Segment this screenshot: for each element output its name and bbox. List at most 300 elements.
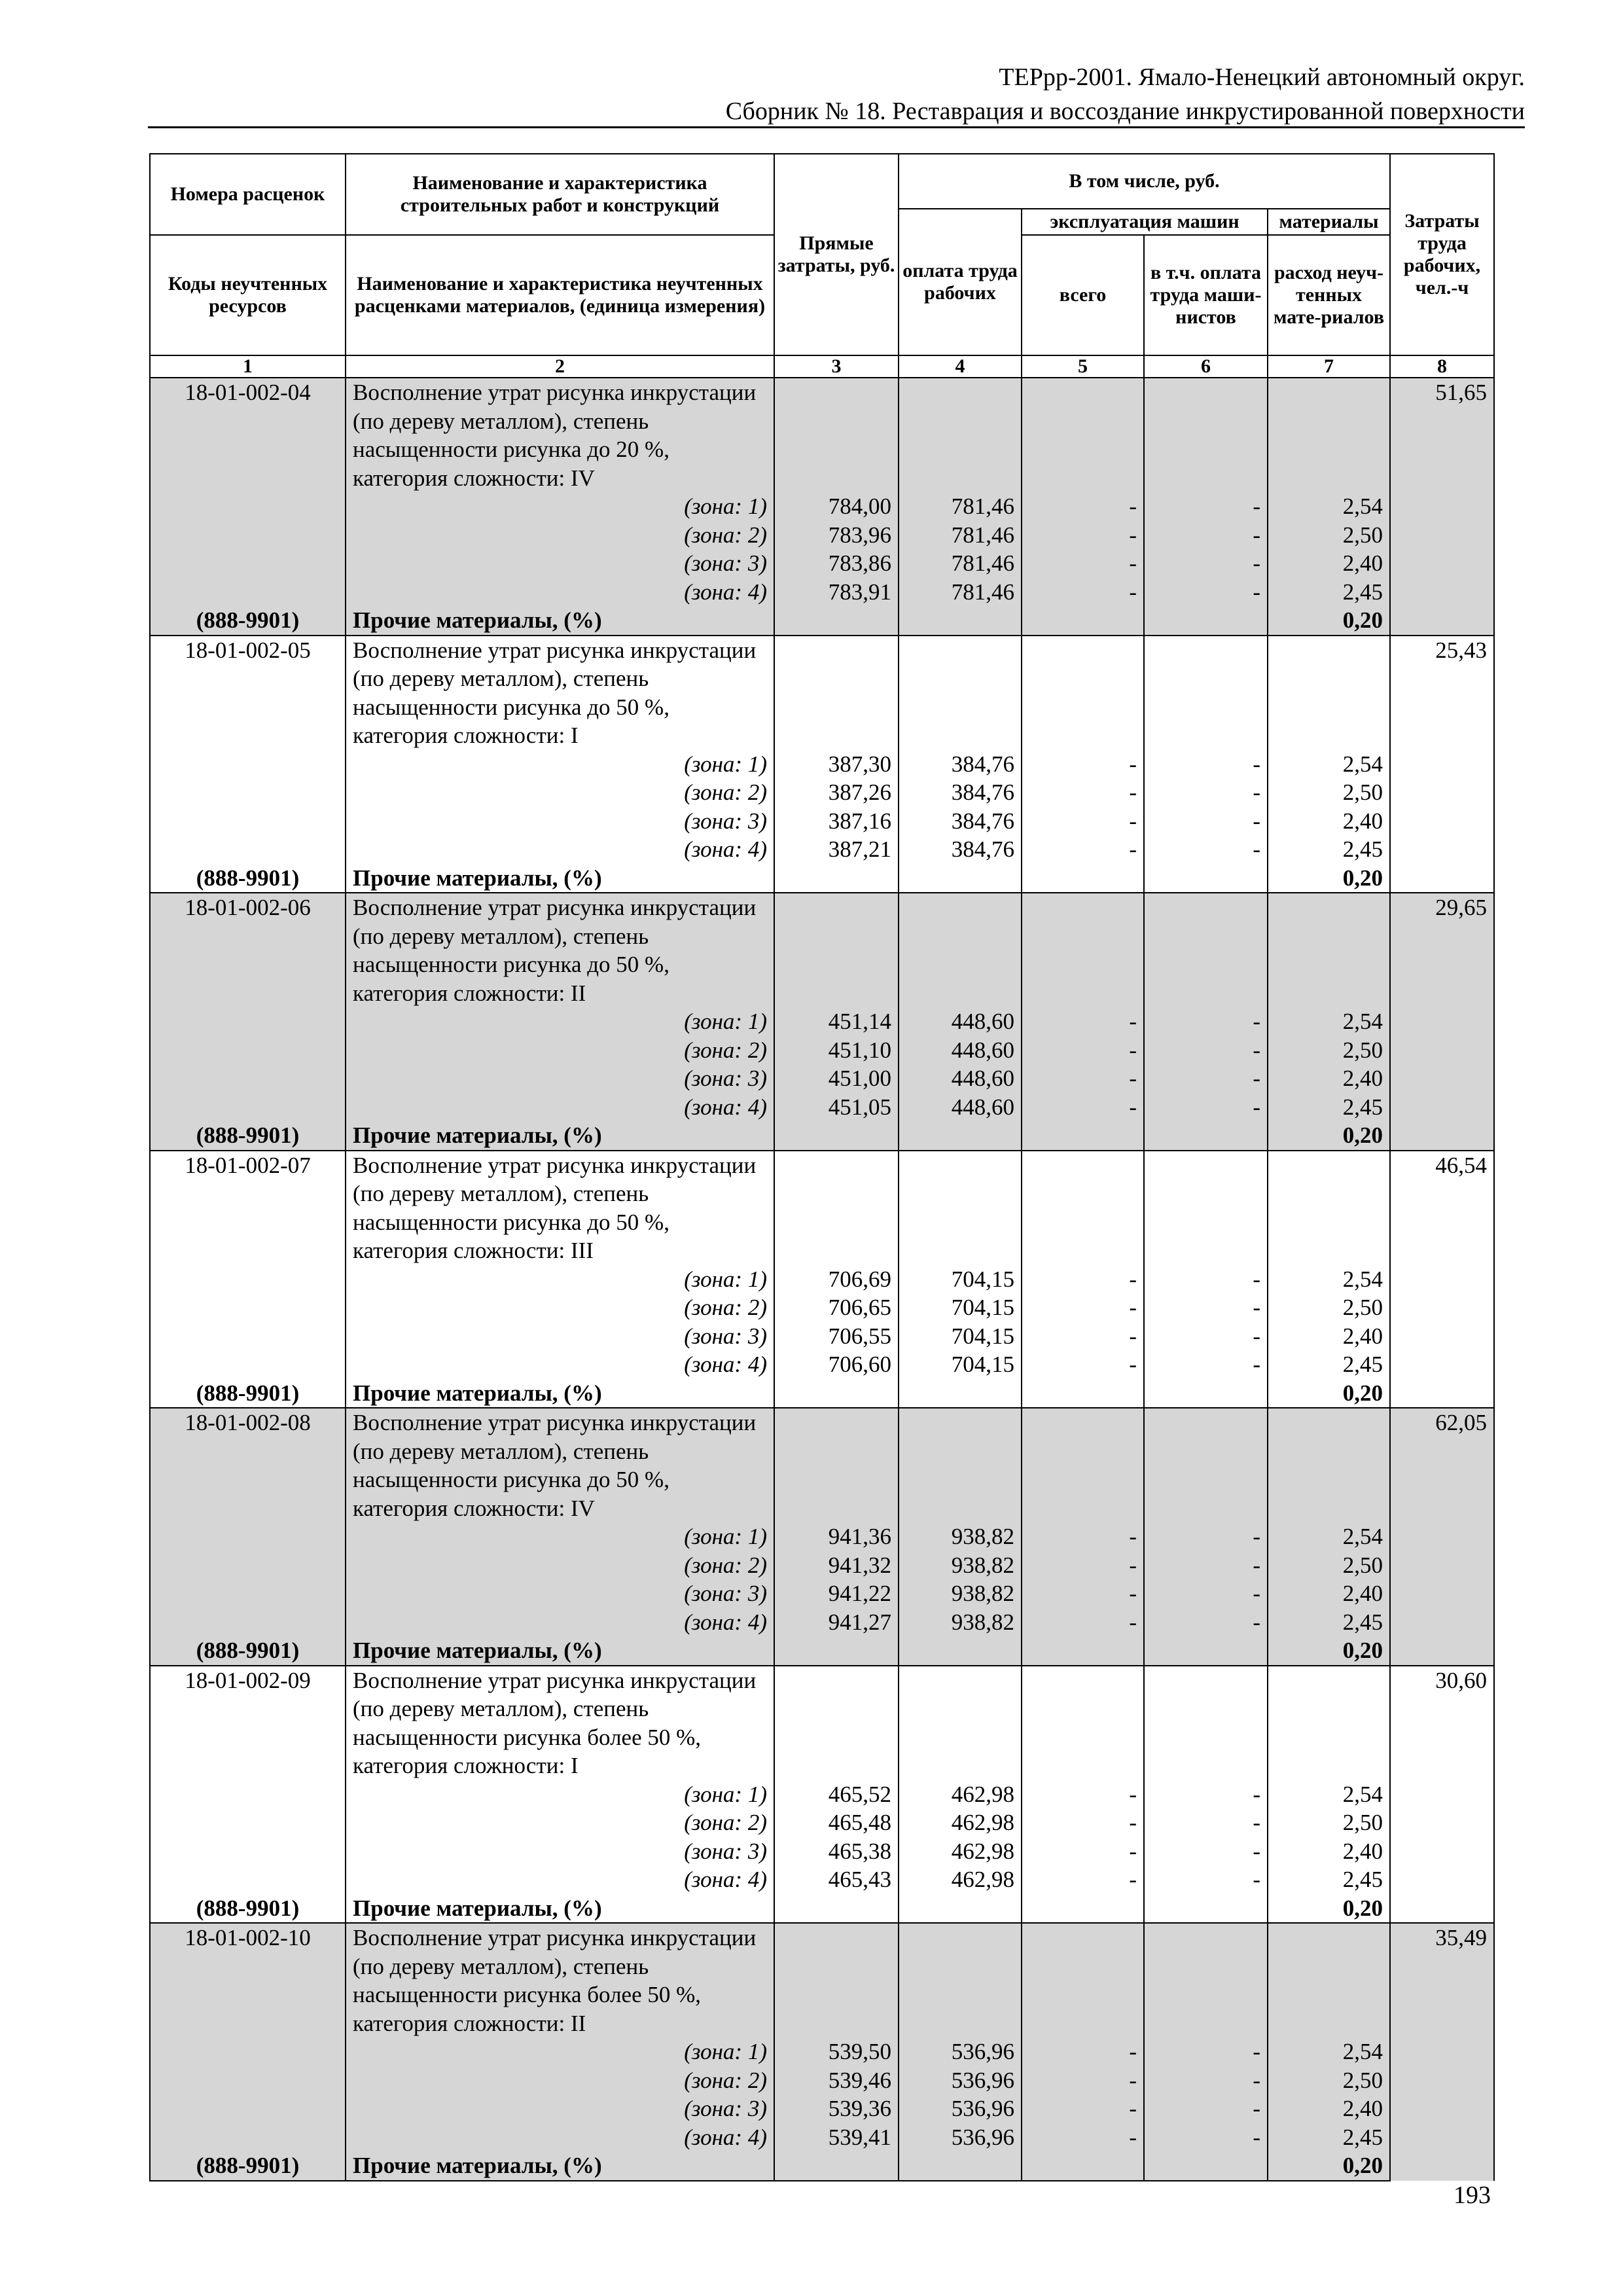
zone-label: (зона: 1) <box>346 750 774 779</box>
th-rate-numbers: Номера расценок <box>150 154 346 235</box>
empty-cell <box>150 1293 346 1322</box>
materials-cost: 2,40 <box>1268 1322 1390 1351</box>
rate-code: 18-01-002-05 <box>150 636 346 750</box>
empty-cell <box>1268 1666 1390 1780</box>
labor-pay: 781,46 <box>899 578 1022 607</box>
table-row <box>150 778 1494 807</box>
machinists-pay: - <box>1144 807 1268 836</box>
table-row <box>150 1579 1494 1608</box>
empty-cell <box>150 492 346 521</box>
header-line-2: Сборник № 18. Реставрация и воссоздание инкрустированной поверхности <box>725 98 1525 125</box>
materials-cost: 2,45 <box>1268 1865 1390 1894</box>
machinists-pay: - <box>1144 578 1268 607</box>
labor-pay: 536,96 <box>899 2066 1022 2095</box>
machines-total: - <box>1022 750 1144 779</box>
table-row <box>150 1379 1494 1408</box>
resource-code: (888-9901) <box>150 1121 346 1151</box>
labor-cost: 35,49 <box>1390 1923 1494 2181</box>
rate-code: 18-01-002-08 <box>150 1408 346 1522</box>
zone-label: (зона: 4) <box>346 1350 774 1379</box>
other-materials-label: Прочие материалы, (%) <box>346 1894 774 1924</box>
empty-cell <box>150 778 346 807</box>
empty-cell <box>899 1894 1022 1924</box>
empty-cell <box>1144 2151 1268 2181</box>
direct-costs: 783,96 <box>774 521 899 550</box>
other-materials-value: 0,20 <box>1268 1379 1390 1408</box>
direct-costs: 387,26 <box>774 778 899 807</box>
table-row <box>150 1837 1494 1866</box>
machines-total: - <box>1022 1064 1144 1093</box>
empty-cell <box>1144 1121 1268 1151</box>
labor-cost: 51,65 <box>1390 378 1494 636</box>
labor-pay: 384,76 <box>899 807 1022 836</box>
direct-costs: 706,60 <box>774 1350 899 1379</box>
labor-pay: 781,46 <box>899 492 1022 521</box>
resource-code: (888-9901) <box>150 2151 346 2181</box>
empty-cell <box>1268 1923 1390 2037</box>
empty-cell <box>1268 1408 1390 1522</box>
table-row <box>150 1923 1494 2037</box>
materials-cost: 2,50 <box>1268 1293 1390 1322</box>
empty-cell <box>150 521 346 550</box>
table-row <box>150 1408 1494 1522</box>
machinists-pay: - <box>1144 1007 1268 1036</box>
direct-costs: 539,46 <box>774 2066 899 2095</box>
empty-cell <box>1268 378 1390 492</box>
labor-pay: 704,15 <box>899 1293 1022 1322</box>
labor-pay: 448,60 <box>899 1007 1022 1036</box>
labor-pay: 448,60 <box>899 1064 1022 1093</box>
table-row <box>150 1865 1494 1894</box>
materials-cost: 2,54 <box>1268 492 1390 521</box>
table-row <box>150 1151 1494 1265</box>
zone-label: (зона: 3) <box>346 1322 774 1351</box>
resource-code: (888-9901) <box>150 1379 346 1408</box>
labor-pay: 704,15 <box>899 1322 1022 1351</box>
labor-pay: 704,15 <box>899 1350 1022 1379</box>
materials-cost: 2,54 <box>1268 1265 1390 1294</box>
direct-costs: 465,52 <box>774 1780 899 1809</box>
empty-cell <box>899 606 1022 636</box>
other-materials-value: 0,20 <box>1268 2151 1390 2181</box>
table-row <box>150 1551 1494 1580</box>
machines-total: - <box>1022 492 1144 521</box>
machinists-pay: - <box>1144 1522 1268 1551</box>
labor-cost: 29,65 <box>1390 893 1494 1151</box>
empty-cell <box>774 378 899 492</box>
work-description: Восполнение утрат рисунка инкрустации (по дереву металлом), степень насыщенности рисунка более 50 %, категория сложности: II <box>346 1923 774 2037</box>
table-row <box>150 549 1494 578</box>
zone-label: (зона: 3) <box>346 2094 774 2123</box>
empty-cell <box>150 1608 346 1637</box>
table-header <box>150 154 1494 378</box>
table-row <box>150 1636 1494 1666</box>
machines-total: - <box>1022 2066 1144 2095</box>
zone-label: (зона: 2) <box>346 2066 774 2095</box>
th-unaccounted-name: Наименование и характеристика неучтенных расценками материалов, (единица измерения) <box>346 235 774 355</box>
machinists-pay: - <box>1144 1350 1268 1379</box>
direct-costs: 387,16 <box>774 807 899 836</box>
machinists-pay: - <box>1144 1579 1268 1608</box>
materials-cost: 2,40 <box>1268 549 1390 578</box>
materials-cost: 2,54 <box>1268 2037 1390 2066</box>
table-row <box>150 1608 1494 1637</box>
empty-cell <box>150 1064 346 1093</box>
machines-total: - <box>1022 521 1144 550</box>
direct-costs: 465,48 <box>774 1808 899 1837</box>
empty-cell <box>150 1350 346 1379</box>
zone-label: (зона: 2) <box>346 1293 774 1322</box>
table-row <box>150 1064 1494 1093</box>
labor-cost: 25,43 <box>1390 636 1494 893</box>
zone-label: (зона: 4) <box>346 835 774 864</box>
col-number: 1 <box>150 355 346 378</box>
machines-total: - <box>1022 807 1144 836</box>
direct-costs: 783,91 <box>774 578 899 607</box>
table-row <box>150 606 1494 636</box>
machines-total: - <box>1022 778 1144 807</box>
empty-cell <box>1022 636 1144 750</box>
machinists-pay: - <box>1144 521 1268 550</box>
machines-total: - <box>1022 1522 1144 1551</box>
empty-cell <box>1022 1408 1144 1522</box>
resource-code: (888-9901) <box>150 1894 346 1924</box>
zone-label: (зона: 3) <box>346 549 774 578</box>
labor-pay: 536,96 <box>899 2094 1022 2123</box>
labor-pay: 448,60 <box>899 1036 1022 1065</box>
rate-code: 18-01-002-04 <box>150 378 346 492</box>
labor-pay: 384,76 <box>899 835 1022 864</box>
direct-costs: 451,14 <box>774 1007 899 1036</box>
labor-pay: 536,96 <box>899 2123 1022 2152</box>
direct-costs: 941,32 <box>774 1551 899 1580</box>
rate-code: 18-01-002-06 <box>150 893 346 1007</box>
direct-costs: 941,27 <box>774 1608 899 1637</box>
machinists-pay: - <box>1144 1808 1268 1837</box>
table-row <box>150 578 1494 607</box>
empty-cell <box>1144 606 1268 636</box>
table-row <box>150 1036 1494 1065</box>
table-row <box>150 807 1494 836</box>
labor-pay: 938,82 <box>899 1579 1022 1608</box>
other-materials-label: Прочие материалы, (%) <box>346 1636 774 1666</box>
zone-label: (зона: 4) <box>346 578 774 607</box>
empty-cell <box>1144 1379 1268 1408</box>
zone-label: (зона: 1) <box>346 1265 774 1294</box>
zone-label: (зона: 1) <box>346 1522 774 1551</box>
table-row <box>150 864 1494 893</box>
labor-pay: 462,98 <box>899 1837 1022 1866</box>
machines-total: - <box>1022 549 1144 578</box>
empty-cell <box>150 1579 346 1608</box>
machinists-pay: - <box>1144 1608 1268 1637</box>
empty-cell <box>899 636 1022 750</box>
empty-cell <box>1144 1666 1268 1780</box>
th-direct-costs: Прямые затраты, руб. <box>774 154 899 355</box>
machines-total: - <box>1022 1350 1144 1379</box>
labor-pay: 938,82 <box>899 1608 1022 1637</box>
empty-cell <box>150 1780 346 1809</box>
empty-cell <box>150 1808 346 1837</box>
rate-code: 18-01-002-10 <box>150 1923 346 2037</box>
zone-label: (зона: 2) <box>346 521 774 550</box>
empty-cell <box>1144 893 1268 1007</box>
work-description: Восполнение утрат рисунка инкрустации (по дереву металлом), степень насыщенности рисунка более 50 %, категория сложности: I <box>346 1666 774 1780</box>
empty-cell <box>1268 1151 1390 1265</box>
table-row <box>150 492 1494 521</box>
direct-costs: 784,00 <box>774 492 899 521</box>
empty-cell <box>1144 1894 1268 1924</box>
materials-cost: 2,45 <box>1268 1608 1390 1637</box>
direct-costs: 539,50 <box>774 2037 899 2066</box>
empty-cell <box>899 1379 1022 1408</box>
machines-total: - <box>1022 1093 1144 1122</box>
machines-total: - <box>1022 1780 1144 1809</box>
machinists-pay: - <box>1144 492 1268 521</box>
zone-label: (зона: 4) <box>346 1093 774 1122</box>
machinists-pay: - <box>1144 750 1268 779</box>
header-rule <box>148 126 1525 128</box>
work-description: Восполнение утрат рисунка инкрустации (по дереву металлом), степень насыщенности рисунка до 50 %, категория сложности: IV <box>346 1408 774 1522</box>
machines-total: - <box>1022 1865 1144 1894</box>
empty-cell <box>1144 378 1268 492</box>
th-labor-costs: Затраты труда рабочих, чел.-ч <box>1390 154 1494 355</box>
th-incl-machinist-pay: в т.ч. оплата труда маши-нистов <box>1144 235 1268 355</box>
empty-cell <box>150 2123 346 2152</box>
empty-cell <box>150 1265 346 1294</box>
empty-cell <box>1144 1923 1268 2037</box>
empty-cell <box>1022 1121 1144 1151</box>
labor-pay: 448,60 <box>899 1093 1022 1122</box>
machinists-pay: - <box>1144 1551 1268 1580</box>
materials-cost: 2,45 <box>1268 1093 1390 1122</box>
col-number: 6 <box>1144 355 1268 378</box>
machines-total: - <box>1022 1551 1144 1580</box>
direct-costs: 941,22 <box>774 1579 899 1608</box>
empty-cell <box>899 1636 1022 1666</box>
other-materials-label: Прочие материалы, (%) <box>346 1379 774 1408</box>
table-row <box>150 1894 1494 1924</box>
empty-cell <box>1268 636 1390 750</box>
table-row <box>150 750 1494 779</box>
machinists-pay: - <box>1144 835 1268 864</box>
labor-cost: 46,54 <box>1390 1151 1494 1408</box>
machines-total: - <box>1022 1036 1144 1065</box>
empty-cell <box>774 1151 899 1265</box>
table-row <box>150 521 1494 550</box>
machinists-pay: - <box>1144 778 1268 807</box>
table-row <box>150 2123 1494 2152</box>
labor-pay: 704,15 <box>899 1265 1022 1294</box>
table-body <box>150 378 1494 2181</box>
direct-costs: 941,36 <box>774 1522 899 1551</box>
labor-cost: 30,60 <box>1390 1666 1494 1924</box>
table-row <box>150 1350 1494 1379</box>
empty-cell <box>150 549 346 578</box>
empty-cell <box>774 1379 899 1408</box>
zone-label: (зона: 3) <box>346 1579 774 1608</box>
machines-total: - <box>1022 2123 1144 2152</box>
direct-costs: 706,65 <box>774 1293 899 1322</box>
column-numbers-row <box>150 355 1494 378</box>
direct-costs: 451,10 <box>774 1036 899 1065</box>
th-labor-pay: оплата труда рабочих <box>899 209 1022 355</box>
materials-cost: 2,45 <box>1268 2123 1390 2152</box>
zone-label: (зона: 1) <box>346 2037 774 2066</box>
labor-pay: 938,82 <box>899 1522 1022 1551</box>
empty-cell <box>1022 1151 1144 1265</box>
th-materials: материалы <box>1268 209 1390 235</box>
machinists-pay: - <box>1144 1865 1268 1894</box>
th-total: всего <box>1022 235 1144 355</box>
other-materials-label: Прочие материалы, (%) <box>346 1121 774 1151</box>
empty-cell <box>1022 1894 1144 1924</box>
direct-costs: 706,69 <box>774 1265 899 1294</box>
empty-cell <box>774 1408 899 1522</box>
empty-cell <box>150 1522 346 1551</box>
empty-cell <box>1022 1636 1144 1666</box>
zone-label: (зона: 1) <box>346 1780 774 1809</box>
work-description: Восполнение утрат рисунка инкрустации (по дереву металлом), степень насыщенности рисунка до 20 %, категория сложности: IV <box>346 378 774 492</box>
rate-code: 18-01-002-09 <box>150 1666 346 1780</box>
empty-cell <box>899 2151 1022 2181</box>
empty-cell <box>1022 1666 1144 1780</box>
empty-cell <box>774 864 899 893</box>
empty-cell <box>1022 606 1144 636</box>
table-row <box>150 2066 1494 2095</box>
col-number: 7 <box>1268 355 1390 378</box>
header-line-1: ТЕРрр-2001. Ямало-Ненецкий автономный округ. <box>999 63 1525 91</box>
table-row <box>150 893 1494 1007</box>
machinists-pay: - <box>1144 1293 1268 1322</box>
machines-total: - <box>1022 1808 1144 1837</box>
empty-cell <box>150 1007 346 1036</box>
direct-costs: 451,00 <box>774 1064 899 1093</box>
other-materials-label: Прочие материалы, (%) <box>346 606 774 636</box>
machines-total: - <box>1022 578 1144 607</box>
resource-code: (888-9901) <box>150 606 346 636</box>
machines-total: - <box>1022 835 1144 864</box>
empty-cell <box>1022 1379 1144 1408</box>
materials-cost: 2,54 <box>1268 1522 1390 1551</box>
empty-cell <box>1268 893 1390 1007</box>
th-machine-operation: эксплуатация машин <box>1022 209 1268 235</box>
empty-cell <box>774 1894 899 1924</box>
zone-label: (зона: 3) <box>346 1064 774 1093</box>
empty-cell <box>774 893 899 1007</box>
col-number: 5 <box>1022 355 1144 378</box>
empty-cell <box>150 1093 346 1122</box>
direct-costs: 465,38 <box>774 1837 899 1866</box>
machinists-pay: - <box>1144 2037 1268 2066</box>
empty-cell <box>899 378 1022 492</box>
other-materials-value: 0,20 <box>1268 864 1390 893</box>
zone-label: (зона: 1) <box>346 1007 774 1036</box>
materials-cost: 2,50 <box>1268 778 1390 807</box>
rates-table <box>149 153 1495 2181</box>
other-materials-label: Прочие материалы, (%) <box>346 864 774 893</box>
zone-label: (зона: 2) <box>346 1551 774 1580</box>
table-row <box>150 835 1494 864</box>
empty-cell <box>774 636 899 750</box>
materials-cost: 2,54 <box>1268 750 1390 779</box>
machines-total: - <box>1022 1007 1144 1036</box>
resource-code: (888-9901) <box>150 1636 346 1666</box>
direct-costs: 451,05 <box>774 1093 899 1122</box>
empty-cell <box>150 1865 346 1894</box>
labor-pay: 781,46 <box>899 549 1022 578</box>
empty-cell <box>774 606 899 636</box>
th-including: В том числе, руб. <box>899 154 1390 209</box>
direct-costs: 783,86 <box>774 549 899 578</box>
labor-pay: 462,98 <box>899 1780 1022 1809</box>
labor-pay: 384,76 <box>899 750 1022 779</box>
table-row <box>150 1093 1494 1122</box>
empty-cell <box>1022 893 1144 1007</box>
table-row <box>150 1808 1494 1837</box>
empty-cell <box>774 1121 899 1151</box>
machines-total: - <box>1022 1293 1144 1322</box>
machines-total: - <box>1022 1579 1144 1608</box>
table-row <box>150 1322 1494 1351</box>
direct-costs: 465,43 <box>774 1865 899 1894</box>
labor-pay: 781,46 <box>899 521 1022 550</box>
empty-cell <box>1022 2151 1144 2181</box>
machines-total: - <box>1022 1322 1144 1351</box>
empty-cell <box>150 1551 346 1580</box>
machinists-pay: - <box>1144 1837 1268 1866</box>
other-materials-value: 0,20 <box>1268 1121 1390 1151</box>
machinists-pay: - <box>1144 2066 1268 2095</box>
materials-cost: 2,50 <box>1268 2066 1390 2095</box>
empty-cell <box>1022 864 1144 893</box>
col-number: 8 <box>1390 355 1494 378</box>
materials-cost: 2,40 <box>1268 1064 1390 1093</box>
other-materials-value: 0,20 <box>1268 1894 1390 1924</box>
resource-code: (888-9901) <box>150 864 346 893</box>
table-row <box>150 378 1494 492</box>
empty-cell <box>1022 1923 1144 2037</box>
labor-pay: 462,98 <box>899 1865 1022 1894</box>
machines-total: - <box>1022 1265 1144 1294</box>
machines-total: - <box>1022 2037 1144 2066</box>
machinists-pay: - <box>1144 1322 1268 1351</box>
empty-cell <box>150 2066 346 2095</box>
materials-cost: 2,50 <box>1268 1808 1390 1837</box>
other-materials-label: Прочие материалы, (%) <box>346 2151 774 2181</box>
work-description: Восполнение утрат рисунка инкрустации (по дереву металлом), степень насыщенности рисунка до 50 %, категория сложности: II <box>346 893 774 1007</box>
machinists-pay: - <box>1144 1093 1268 1122</box>
machines-total: - <box>1022 2094 1144 2123</box>
rate-code: 18-01-002-07 <box>150 1151 346 1265</box>
materials-cost: 2,45 <box>1268 578 1390 607</box>
empty-cell <box>150 807 346 836</box>
th-resource-codes: Коды неучтенных ресурсов <box>150 235 346 355</box>
machinists-pay: - <box>1144 1780 1268 1809</box>
zone-label: (зона: 2) <box>346 778 774 807</box>
machines-total: - <box>1022 1837 1144 1866</box>
empty-cell <box>150 1837 346 1866</box>
empty-cell <box>899 864 1022 893</box>
zone-label: (зона: 2) <box>346 1036 774 1065</box>
materials-cost: 2,54 <box>1268 1780 1390 1809</box>
machinists-pay: - <box>1144 2094 1268 2123</box>
direct-costs: 387,21 <box>774 835 899 864</box>
empty-cell <box>774 1636 899 1666</box>
machinists-pay: - <box>1144 2123 1268 2152</box>
materials-cost: 2,54 <box>1268 1007 1390 1036</box>
th-unaccounted-materials: расход неуч-тенных мате-риалов <box>1268 235 1390 355</box>
